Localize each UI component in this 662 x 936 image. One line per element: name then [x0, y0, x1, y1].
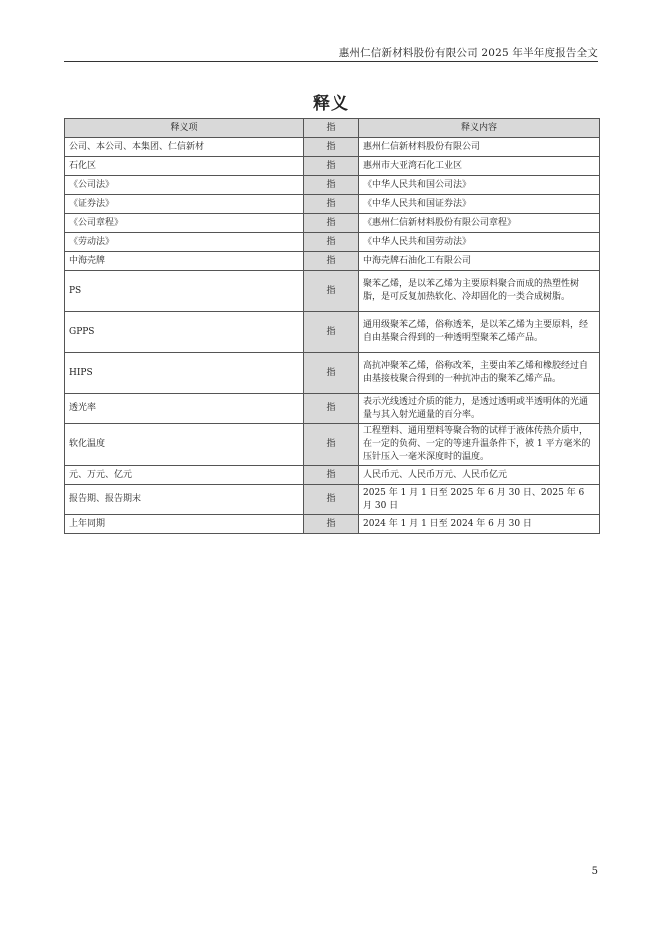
glossary-refer: 指	[304, 176, 359, 195]
glossary-term: 中海壳牌	[65, 252, 304, 271]
glossary-row	[65, 214, 600, 233]
glossary-refer: 指	[304, 157, 359, 176]
page-number: 5	[591, 866, 598, 877]
glossary-refer: 指	[304, 271, 359, 312]
glossary-row	[65, 515, 600, 534]
header-term: 释义项	[65, 119, 304, 138]
glossary-row	[65, 466, 600, 485]
glossary-term: 《劳动法》	[65, 233, 304, 252]
glossary-refer: 指	[304, 485, 359, 515]
glossary-table	[64, 118, 600, 534]
glossary-meaning: 《惠州仁信新材料股份有限公司章程》	[359, 214, 600, 233]
glossary-row	[65, 233, 600, 252]
glossary-term: 报告期、报告期末	[65, 485, 304, 515]
section-title: 释义	[313, 94, 349, 114]
glossary-term: GPPS	[65, 312, 304, 353]
glossary-meaning: 通用级聚苯乙烯，俗称透苯，是以苯乙烯为主要原料，经自由基聚合得到的一种透明型聚苯乙烯产品。	[359, 312, 600, 353]
glossary-term: 上年同期	[65, 515, 304, 534]
glossary-row	[65, 157, 600, 176]
glossary-meaning: 惠州市大亚湾石化工业区	[359, 157, 600, 176]
glossary-term: HIPS	[65, 353, 304, 394]
glossary-row	[65, 485, 600, 515]
glossary-refer: 指	[304, 466, 359, 485]
glossary-refer: 指	[304, 353, 359, 394]
glossary-row	[65, 252, 600, 271]
glossary-meaning: 高抗冲聚苯乙烯，俗称改苯，主要由苯乙烯和橡胶经过自由基接枝聚合得到的一种抗冲击的聚苯乙烯产品。	[359, 353, 600, 394]
glossary-meaning: 《中华人民共和国证券法》	[359, 195, 600, 214]
glossary-refer: 指	[304, 233, 359, 252]
glossary-term: 《公司章程》	[65, 214, 304, 233]
glossary-refer: 指	[304, 394, 359, 424]
glossary-meaning: 聚苯乙烯，是以苯乙烯为主要原料聚合而成的热塑性树脂，是可反复加热软化、冷却固化的一类合成树脂。	[359, 271, 600, 312]
glossary-term: 石化区	[65, 157, 304, 176]
glossary-meaning: 2024 年 1 月 1 日至 2024 年 6 月 30 日	[359, 515, 600, 534]
glossary-term: 软化温度	[65, 424, 304, 466]
glossary-refer: 指	[304, 252, 359, 271]
glossary-meaning: 工程塑料、通用塑料等聚合物的试样于液体传热介质中，在一定的负荷、一定的等速升温条件下，被 1 平方毫米的压针压入一毫米深度时的温度。	[359, 424, 600, 466]
glossary-row	[65, 312, 600, 353]
glossary-refer: 指	[304, 195, 359, 214]
glossary-row	[65, 195, 600, 214]
glossary-term: 公司、本公司、本集团、仁信新材	[65, 138, 304, 157]
glossary-row	[65, 176, 600, 195]
glossary-row	[65, 424, 600, 466]
glossary-meaning: 表示光线透过介质的能力，是透过透明或半透明体的光通量与其入射光通量的百分率。	[359, 394, 600, 424]
glossary-meaning: 惠州仁信新材料股份有限公司	[359, 138, 600, 157]
glossary-meaning: 中海壳牌石油化工有限公司	[359, 252, 600, 271]
glossary-header-row	[65, 119, 600, 138]
glossary-row	[65, 353, 600, 394]
glossary-row	[65, 138, 600, 157]
glossary-refer: 指	[304, 138, 359, 157]
report-header-title: 惠州仁信新材料股份有限公司 2025 年半年度报告全文	[338, 47, 598, 59]
glossary-refer: 指	[304, 214, 359, 233]
glossary-meaning: 《中华人民共和国劳动法》	[359, 233, 600, 252]
glossary-term: 元、万元、亿元	[65, 466, 304, 485]
glossary-refer: 指	[304, 312, 359, 353]
header-divider	[64, 61, 598, 62]
glossary-term: 《公司法》	[65, 176, 304, 195]
glossary-meaning: 人民币元、人民币万元、人民币亿元	[359, 466, 600, 485]
glossary-term: PS	[65, 271, 304, 312]
glossary-row	[65, 394, 600, 424]
glossary-meaning: 《中华人民共和国公司法》	[359, 176, 600, 195]
header-refer: 指	[304, 119, 359, 138]
header-meaning: 释义内容	[359, 119, 600, 138]
glossary-refer: 指	[304, 424, 359, 466]
glossary-refer: 指	[304, 515, 359, 534]
glossary-term: 《证券法》	[65, 195, 304, 214]
glossary-row	[65, 271, 600, 312]
glossary-term: 透光率	[65, 394, 304, 424]
glossary-meaning: 2025 年 1 月 1 日至 2025 年 6 月 30 日、2025 年 6 月 30 日	[359, 485, 600, 515]
